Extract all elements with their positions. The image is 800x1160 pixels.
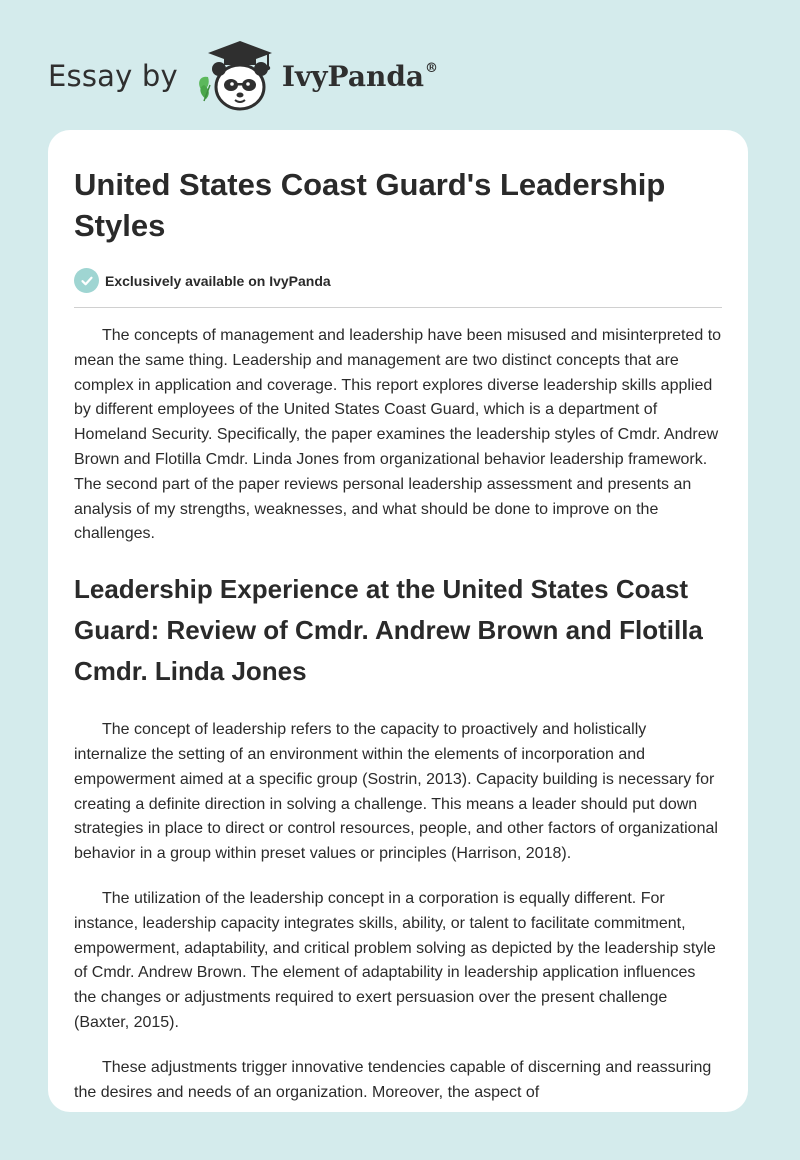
page-title: United States Coast Guard's Leadership Styles	[74, 167, 666, 243]
registered-mark: ®	[425, 60, 439, 76]
brand-header	[48, 36, 438, 116]
essay-card	[48, 130, 748, 1112]
exclusive-badge	[74, 268, 722, 308]
body-paragraph-2: The utilization of the leadership concept in a corporation is equally different. For instance, leadership capacity integrates skills, ability, or talent to facilitate commitment, empowerment, adaptability, and critical problem solving as depicted by the leadership style of Cmdr. Andrew Brown. The element of adaptability in leadership application influences the changes or adjustments required to exert persuasion over the present challenge (Baxter, 2015).	[74, 889, 716, 1031]
body-paragraph-3: These adjustments trigger innovative tendencies capable of discerning and reassuring the desires and needs of an organization. Moreover, the aspect of	[74, 1058, 712, 1101]
check-circle-icon	[74, 268, 99, 293]
body-paragraph-1: The concept of leadership refers to the capacity to proactively and holistically internalize the setting of an environment within the elements of incorporation and empowerment aimed at a specific group (Sostrin, 2013). Capacity building is necessary for creating a definite direction in solving a challenge. This means a leader should put down strategies in place to direct or control resources, people, and other factors of organizational behavior in a group within preset values or principles (Harrison, 2018).	[74, 721, 718, 863]
brand-name-text: IvyPanda	[281, 59, 425, 93]
panda-graduate-logo-icon	[192, 37, 280, 115]
intro-paragraph: The concepts of management and leadership have been misused and misinterpreted to mean the same thing. Leadership and management are two distinct concepts that are complex in application and coverage. This report explores diverse leadership skills applied by different employees of the United States Coast Guard, which is a department of Homeland Security. Specifically, the paper examines the leadership styles of Cmdr. Andrew Brown and Flotilla Cmdr. Linda Jones from organizational behavior leadership framework. The second part of the paper reviews personal leadership assessment and presents an analysis of my strengths, weaknesses, and what should be done to improve on the challenges.	[74, 327, 722, 543]
brand-prefix: Essay by	[48, 59, 178, 93]
section-heading: Leadership Experience at the United States Coast Guard: Review of Cmdr. Andrew Brown and Flotilla Cmdr. Linda Jones	[74, 574, 703, 687]
brand-name	[282, 60, 438, 93]
exclusive-badge-label: Exclusively available on IvyPanda	[105, 272, 331, 289]
